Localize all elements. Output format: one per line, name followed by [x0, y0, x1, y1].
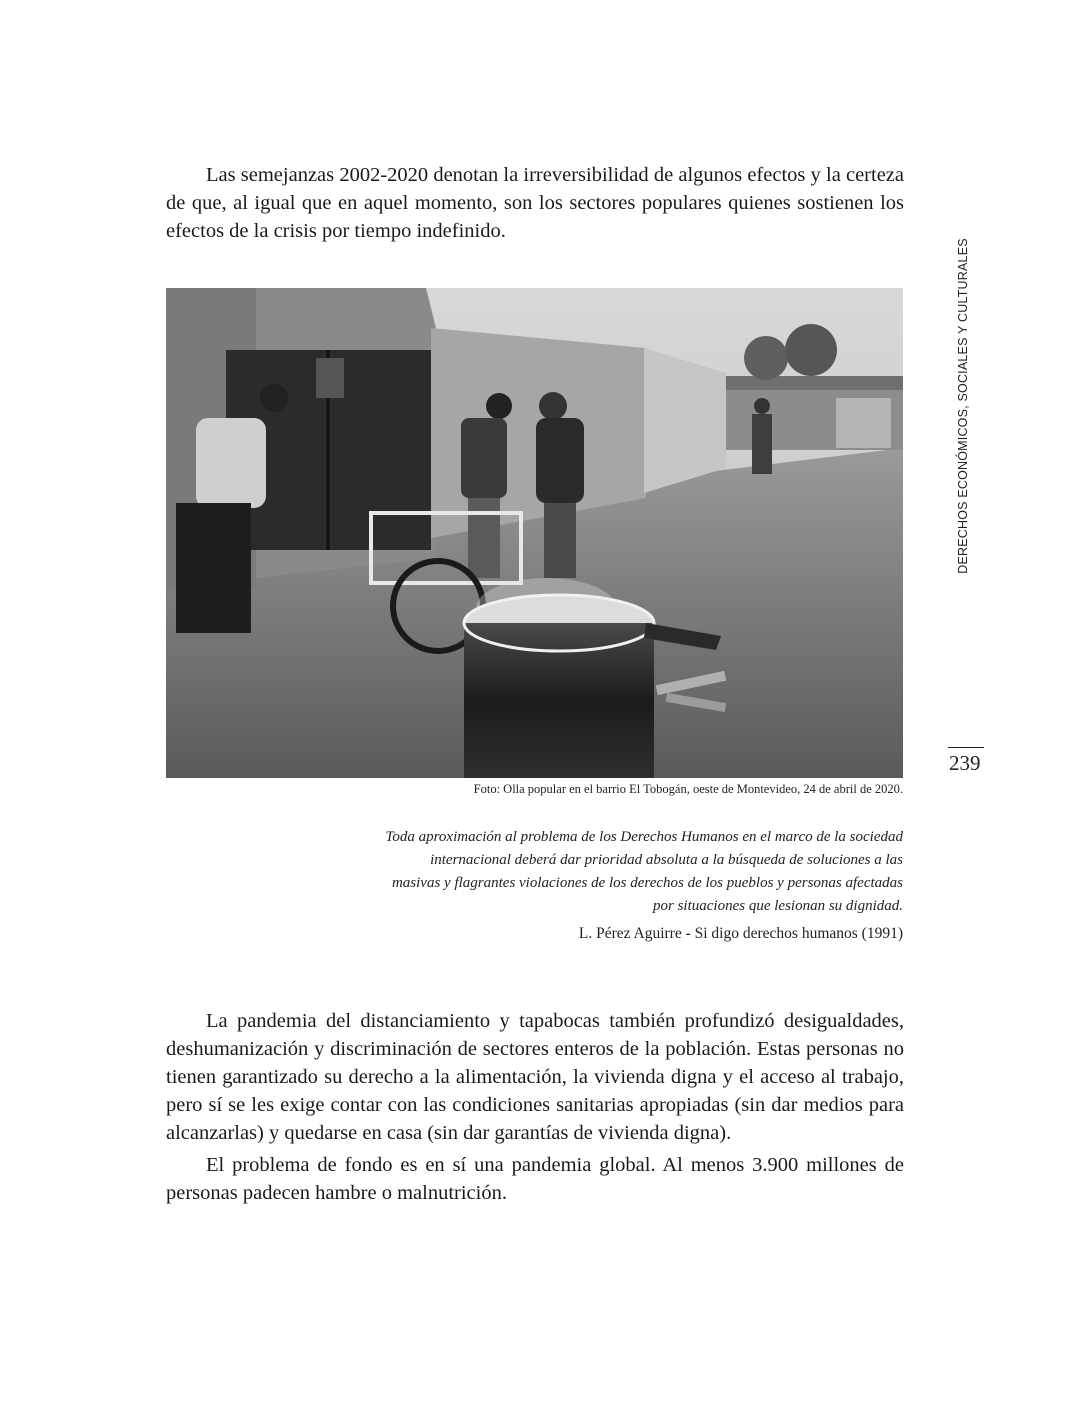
page-number-rule [948, 747, 984, 748]
body-paragraph: Las semejanzas 2002-2020 denotan la irreversibilidad de algunos efectos y la certeza de que, al igual que en aquel momento, son los sectores populares quienes sostienen los efectos de la crisis por tiempo indefinido. [166, 164, 904, 242]
photo [166, 288, 903, 778]
body-paragraph: La pandemia del distanciamiento y tapabocas también profundizó desigualdades, deshumanización y discriminación de sectores enteros de la población. Estas personas no tienen garantizado su derecho a la alimentación, la vivienda digna y el acceso al trabajo, pero sí se les exige contar con las condiciones sanitarias apropiadas (sin dar medios para alcanzarlas) y quedarse en casa (sin dar garantías de vivienda digna). [166, 1010, 904, 1144]
section-title-text: DERECHOS ECONÓMICOS, SOCIALES Y CULTURALES [956, 238, 970, 574]
street-scene-photo [166, 288, 903, 778]
body-paragraph: El problema de fondo es en sí una pandemia global. Al menos 3.900 millones de personas padecen hambre o malnutrición. [166, 1154, 904, 1204]
page-number: 239 [949, 751, 981, 775]
epigraph-quote: Toda aproximación al problema de los Derechos Humanos en el marco de la sociedad internacional deberá dar prioridad absoluta a la búsqueda de soluciones a las masivas y flagrantes violaciones de los derechos de los pueblos y personas afectadas por situaciones que lesionan su dignidad. [385, 829, 903, 914]
epigraph-attribution: L. Pérez Aguirre - Si digo derechos humanos (1991) [578, 925, 903, 942]
photo-caption: Foto: Olla popular en el barrio El Tobogán, oeste de Montevideo, 24 de abril de 2020. [473, 782, 903, 796]
running-section-title [948, 238, 978, 574]
